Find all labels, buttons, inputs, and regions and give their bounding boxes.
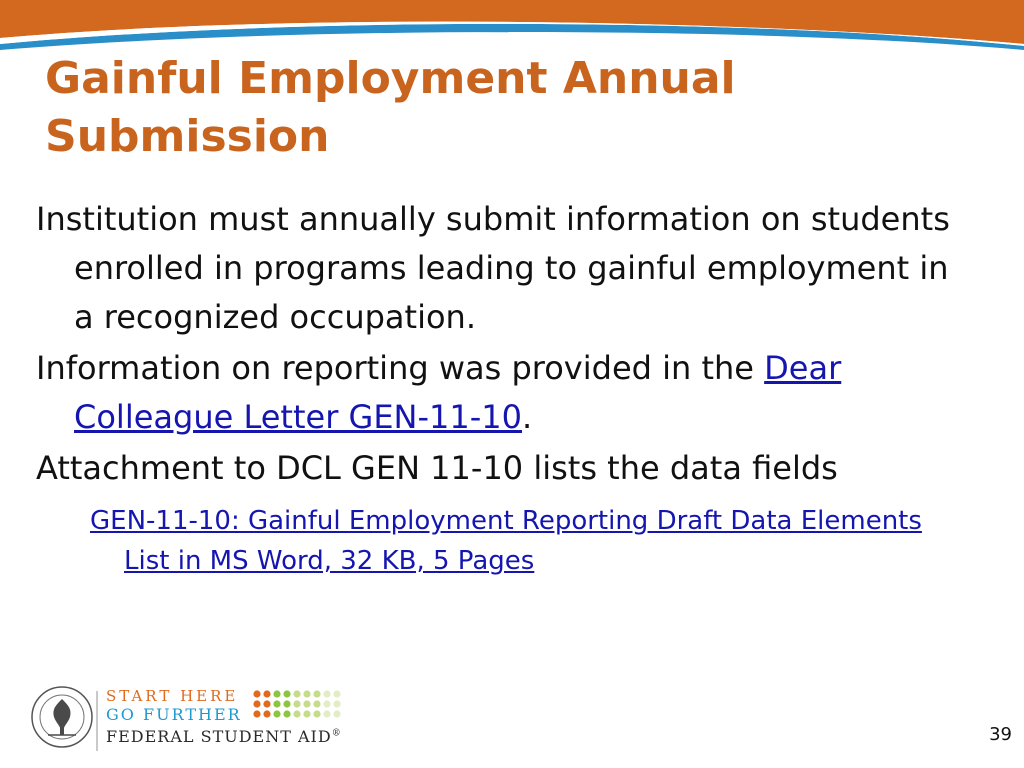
brand-dot: [283, 690, 290, 697]
paragraph-attachment: Attachment to DCL GEN 11-10 lists the data fields: [36, 449, 838, 487]
page-number: 39: [989, 724, 1012, 745]
reporting-text-end: .: [522, 398, 533, 436]
slide-title: [45, 50, 945, 166]
brand-dot: [333, 700, 340, 707]
brand-dot: [303, 710, 310, 717]
slide-title-line1: Gainful Employment Annual: [45, 53, 736, 104]
slide-body: [36, 195, 966, 581]
brand-dot: [273, 700, 280, 707]
brand-dot: [263, 710, 270, 717]
brand-dot: [273, 710, 280, 717]
brand-dot: [283, 710, 290, 717]
brand-dot: [313, 700, 320, 707]
footer-logo-block: [30, 685, 360, 755]
brand-dot: [263, 700, 270, 707]
brand-dot: [293, 710, 300, 717]
brand-start-here: START HERE: [106, 687, 239, 705]
brand-dot: [313, 690, 320, 697]
department-of-education-seal-icon: [30, 685, 94, 749]
brand-dot: [283, 700, 290, 707]
brand-dot: [323, 690, 330, 697]
brand-dot: [313, 710, 320, 717]
registered-mark: ®: [331, 728, 342, 739]
paragraph-requirement: Institution must annually submit information on students enrolled in programs leading to gainful employment in a recognized occupation.: [36, 200, 950, 336]
brand-fsa-text: FEDERAL STUDENT AID: [106, 727, 332, 746]
dear-colleague-letter-link[interactable]: Dear Colleague Letter GEN-11-10: [74, 349, 842, 436]
brand-dot: [253, 710, 260, 717]
brand-dot: [333, 710, 340, 717]
brand-dot: [293, 700, 300, 707]
brand-dot: [253, 690, 260, 697]
brand-dot: [273, 690, 280, 697]
brand-dot: [303, 690, 310, 697]
brand-dot: [333, 690, 340, 697]
brand-dot: [303, 700, 310, 707]
brand-go-further: GO FURTHER: [106, 705, 242, 724]
reporting-text: Information on reporting was provided in the: [36, 349, 765, 387]
brand-dot: [293, 690, 300, 697]
paragraph-reporting-info: [36, 344, 966, 442]
brand-federal-student-aid: [106, 727, 342, 746]
brand-dot: [263, 690, 270, 697]
sub-item-data-elements: [36, 501, 966, 581]
dot-grid-icon: [252, 689, 352, 725]
logo-divider: [96, 691, 98, 751]
data-elements-list-link[interactable]: GEN-11-10: Gainful Employment Reporting Draft Data Elements List in MS Word, 32 KB, 5 Pages: [90, 506, 922, 576]
slide-title-line2: Submission: [45, 111, 330, 162]
top-banner: [0, 0, 1024, 50]
brand-dot: [323, 700, 330, 707]
brand-dot: [323, 710, 330, 717]
brand-dot: [253, 700, 260, 707]
